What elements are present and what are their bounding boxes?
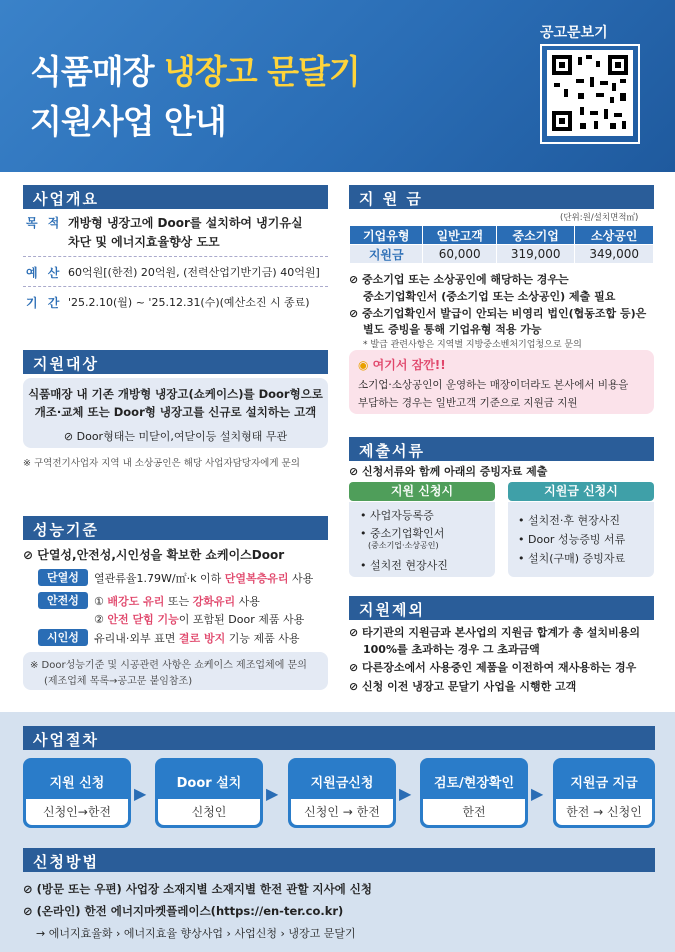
txt-highlight: 단열복층유리 (224, 572, 289, 585)
chevron-right-icon: › (280, 927, 289, 940)
tag-safety: 안전성 (38, 592, 88, 609)
list-item: • 설치전 현장사진 (360, 559, 448, 572)
arrow-right-icon: → (36, 927, 49, 940)
list-item-sub: (중소기업·소상공인) (368, 541, 439, 550)
documents-col1-header: 지원 신청시 (349, 482, 495, 501)
performance-note-1: ※ Door성능기준 및 시공관련 사항은 쇼케이스 제조업체에 문의 (30, 660, 307, 671)
support-check-1a (349, 271, 569, 287)
txt: 또는 (164, 595, 193, 608)
table-header-row (350, 226, 654, 245)
txt: ② (94, 613, 108, 626)
txt: 사업자등록증 (370, 509, 434, 522)
exclusion-item-2 (349, 659, 636, 675)
txt: 이 포함된 Door 제품 사용 (178, 613, 305, 626)
check-icon: ⊘ (23, 548, 38, 562)
table-row (350, 245, 654, 264)
target-text-1: 식품매장 내 기존 개방형 냉장고(쇼케이스)를 Door형으로 (28, 387, 323, 401)
tag-insulation: 단열성 (38, 569, 88, 586)
period-label: 기 간 (26, 296, 63, 310)
support-note: * 발급 관련사항은 지역별 지방중소벤처기업청으로 문의 (363, 340, 582, 350)
txt: 설치(구매) 증빙자료 (528, 552, 626, 565)
cell: 60,000 (423, 245, 496, 264)
txt: 타기관의 지원금과 본사업의 지원금 합계가 총 설치비용의 (362, 626, 641, 639)
txt: 기능 제품 사용 (228, 632, 300, 645)
qr-label: 공고문보기 (540, 25, 608, 41)
divider (23, 286, 328, 287)
purpose-label: 목 적 (26, 216, 63, 230)
col-header: 소상공인 (575, 226, 654, 245)
safety-line-1 (94, 593, 260, 609)
step-sub: 신청인 (158, 799, 260, 825)
performance-intro-text: 단열성,안전성,시인성을 확보한 쇼케이스Door (37, 548, 285, 562)
purpose-text-2: 차단 및 에너지효율향상 도모 (68, 235, 220, 249)
check-icon: ⊘ (349, 307, 363, 320)
cell: 349,000 (575, 245, 654, 264)
cell: 319,000 (496, 245, 575, 264)
step-3 (288, 758, 396, 828)
step-1 (23, 758, 131, 828)
performance-note-2: (제조업체 목록→공고문 붙임참조) (44, 676, 193, 687)
step-sub: 신청인→한전 (26, 799, 128, 825)
step-sub: 신청인 → 한전 (291, 799, 393, 825)
txt: 여기서 잠깐!! (372, 358, 446, 372)
step-title: 지원 신청 (49, 776, 105, 791)
safety-line-2 (94, 611, 304, 627)
check-icon: ⊘ (349, 465, 363, 478)
arrow-right-icon: ▶ (531, 784, 544, 803)
txt: 사용 (235, 595, 260, 608)
breadcrumb-item: 에너지효율 향상사업 (123, 927, 224, 940)
txt-highlight: 결로 방지 (178, 632, 226, 645)
breadcrumb-item: 에너지효율화 (48, 927, 113, 940)
arrow-right-icon: ▶ (399, 784, 412, 803)
check-icon: ⊘ (349, 626, 363, 639)
list-item: • 사업자등록증 (360, 509, 434, 522)
txt: 다른장소에서 사용중인 제품을 이전하여 재사용하는 경우 (362, 661, 637, 674)
insulation-text (94, 570, 313, 586)
txt: 열관류율1.79W/㎡·k 이하 (94, 572, 222, 585)
step-title: Door 설치 (176, 776, 242, 791)
step-4 (420, 758, 528, 828)
support-check-1b: 중소기업확인서 (중소기업 또는 소상공인) 제출 필요 (363, 290, 616, 303)
documents-heading: 제출서류 (349, 437, 654, 461)
page-title-line1 (30, 46, 360, 93)
list-item: • 설치(구매) 증빙자료 (518, 552, 626, 565)
txt: 중소기업확인서 (370, 527, 445, 540)
target-sub (23, 428, 328, 444)
check-icon: ⊘ (349, 273, 363, 286)
list-item: • 설치전·후 현장사진 (518, 514, 621, 527)
support-check-2b: 별도 증빙을 통해 기업유형 적용 가능 (363, 323, 542, 336)
txt: 신청서류와 함께 아래의 증빙자료 제출 (362, 465, 548, 478)
txt: 중소기업 또는 소상공인에 해당하는 경우는 (362, 273, 569, 286)
list-item: • 중소기업확인서 (360, 527, 445, 540)
step-sub: 한전 (423, 799, 525, 825)
support-check-2a (349, 305, 646, 321)
exclusion-item-1a (349, 624, 640, 640)
budget-label: 예 산 (26, 266, 63, 280)
chevron-right-icon: › (115, 927, 124, 940)
title-highlight: 냉장고 문달기 (164, 52, 360, 91)
exclusion-item-3 (349, 678, 576, 694)
txt: 설치전·후 현장사진 (528, 514, 621, 527)
breadcrumb-item: 냉장고 문달기 (288, 927, 356, 940)
target-text-2: 개조·교체 또는 Door형 냉장고를 신규로 설치하는 고객 (34, 405, 317, 419)
txt: 사용 (291, 572, 314, 585)
tip-title (358, 356, 446, 373)
step-title: 지원금신청 (310, 776, 374, 791)
check-icon: ⊘ (349, 661, 363, 674)
cell: 지원금 (350, 245, 423, 264)
exclusion-item-1b: 100%를 초과하는 경우 그 초과금액 (363, 643, 540, 656)
tip-text-1: 소기업·소상공인이 운영하는 매장이더라도 본사에서 비용을 (358, 379, 629, 391)
check-icon: ⊘ (23, 882, 37, 896)
support-unit: (단위:원/설치면적㎡) (560, 213, 639, 223)
documents-col2-header: 지원금 신청시 (508, 482, 654, 501)
col-header: 중소기업 (496, 226, 575, 245)
divider (23, 256, 328, 257)
list-item: • Door 성능증빙 서류 (518, 533, 626, 546)
support-table (349, 225, 654, 264)
method-item-1 (23, 881, 372, 897)
support-heading: 지 원 금 (349, 185, 654, 209)
step-2 (155, 758, 263, 828)
txt: 설치전 현장사진 (370, 559, 448, 572)
step-title: 검토/현장확인 (433, 776, 515, 791)
breadcrumb-item: 사업신청 (234, 927, 277, 940)
method-item-2 (23, 903, 343, 919)
purpose-text-1: 개방형 냉장고에 Door를 설치하여 냉기유실 (68, 216, 303, 230)
step-title: 지원금 지급 (570, 776, 638, 791)
txt: 중소기업확인서 발급이 안되는 비영리 법인(협동조합 등)은 (362, 307, 647, 320)
tip-text-2: 부담하는 경우는 일반고객 기준으로 지원금 지원 (358, 397, 578, 409)
txt-highlight: 배강도 유리 (107, 595, 165, 608)
lightbulb-icon: ◉ (358, 358, 373, 372)
arrow-right-icon: ▶ (134, 784, 147, 803)
title-part: 식품매장 (30, 52, 154, 91)
method-heading: 신청방법 (23, 848, 655, 872)
step-5 (553, 758, 655, 828)
check-icon: ⊘ (63, 430, 77, 443)
txt: (온라인) 한전 에너지마켓플레이스(https://en-ter.co.kr) (36, 904, 344, 918)
breadcrumb (36, 925, 356, 941)
check-icon: ⊘ (349, 680, 363, 693)
target-heading: 지원대상 (23, 350, 328, 374)
overview-heading: 사업개요 (23, 185, 328, 209)
txt-highlight: 안전 닫힘 기능 (107, 613, 179, 626)
exclusion-heading: 지원제외 (349, 596, 654, 620)
txt-highlight: 강화유리 (192, 595, 236, 608)
txt: Door 성능증빙 서류 (528, 533, 626, 546)
procedure-heading: 사업절차 (23, 726, 655, 750)
txt: 유리내·외부 표면 (94, 632, 176, 645)
check-icon: ⊘ (23, 904, 37, 918)
budget-text: 60억원[(한전) 20억원, (전력산업기반기금) 40억원] (68, 266, 320, 279)
performance-intro (23, 546, 284, 563)
documents-intro (349, 463, 547, 479)
txt: ① (94, 595, 108, 608)
target-sub-text: Door형태는 미닫이,여닫이등 설치형태 무관 (76, 430, 288, 443)
performance-heading: 성능기준 (23, 516, 328, 540)
col-header: 기업유형 (350, 226, 423, 245)
step-sub: 한전 → 신청인 (556, 799, 652, 825)
target-note: ※ 구역전기사업자 지역 내 소상공인은 해당 사업자담당자에게 문의 (23, 458, 300, 469)
period-text: '25.2.10(월) ~ '25.12.31(수)(예산소진 시 종료) (68, 296, 310, 309)
arrow-right-icon: ▶ (266, 784, 279, 803)
tag-visibility: 시인성 (38, 629, 88, 646)
qr-code-icon[interactable] (547, 50, 633, 136)
txt: 신청 이전 냉장고 문달기 사업을 시행한 고객 (362, 680, 577, 693)
txt: (방문 또는 우편) 사업장 소재지별 소재지별 한전 관할 지사에 신청 (36, 882, 373, 896)
page-title-line2: 지원사업 안내 (30, 102, 226, 141)
chevron-right-icon: › (226, 927, 235, 940)
visibility-text (94, 630, 299, 646)
col-header: 일반고객 (423, 226, 496, 245)
